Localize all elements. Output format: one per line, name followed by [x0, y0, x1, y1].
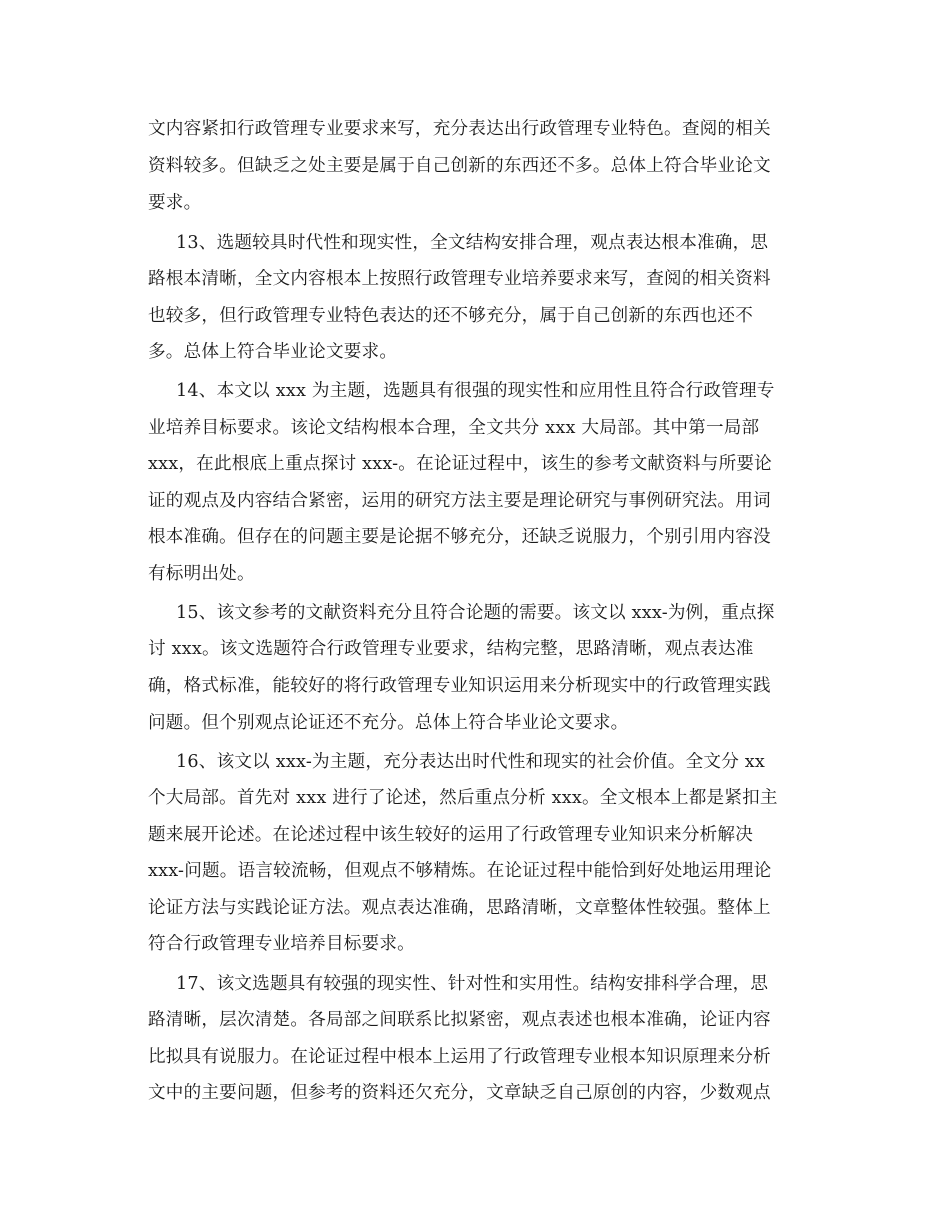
- text-line: 有标明出处。: [148, 564, 255, 584]
- paragraph-15-first-line: 15、该文参考的文献资料充分且符合论题的需要。该文以 xxx-为例，重点探: [176, 603, 775, 623]
- text-line: xxx，在此根底上重点探讨 xxx-。在论证过程中，该生的参考文献资料与所要论: [148, 454, 772, 474]
- text-line: 多。总体上符合毕业论文要求。: [148, 342, 398, 362]
- text-line: 确，格式标准，能较好的将行政管理专业知识运用来分析现实中的行政管理实践: [148, 676, 771, 696]
- text-line: 要求。: [148, 193, 202, 213]
- text-line: 题来展开论述。在论述过程中该生较好的运用了行政管理专业知识来分析解决: [148, 825, 753, 845]
- text-line: 证的观点及内容结合紧密，运用的研究方法主要是理论研究与事例研究法。用词: [148, 491, 771, 511]
- text-line: 也较多，但行政管理专业特色表达的还不够充分，属于自己创新的东西也还不: [148, 306, 753, 326]
- text-line: 问题。但个别观点论证还不充分。总体上符合毕业论文要求。: [148, 713, 629, 733]
- text-line: 文中的主要问题，但参考的资料还欠充分，文章缺乏自己原创的内容，少数观点: [148, 1083, 771, 1103]
- paragraph-16-first-line: 16、该文以 xxx-为主题，充分表达出时代性和现实的社会价值。全文分 xx: [176, 752, 766, 772]
- text-line: 符合行政管理专业培养目标要求。: [148, 934, 415, 954]
- paragraph-17-first-line: 17、该文选题具有较强的现实性、针对性和实用性。结构安排科学合理，思: [176, 974, 769, 994]
- text-line: 个大局部。首先对 xxx 进行了论述，然后重点分析 xxx。全文根本上都是紧扣主: [148, 788, 778, 808]
- text-line: 资料较多。但缺乏之处主要是属于自己创新的东西还不多。总体上符合毕业论文: [148, 156, 771, 176]
- text-line: 文内容紧扣行政管理专业要求来写，充分表达出行政管理专业特色。查阅的相关: [148, 119, 771, 139]
- text-line: 路清晰，层次清楚。各局部之间联系比拟紧密，观点表述也根本准确，论证内容: [148, 1010, 771, 1030]
- text-line: 路根本清晰，全文内容根本上按照行政管理专业培养要求来写，查阅的相关资料: [148, 269, 771, 289]
- paragraph-13-first-line: 13、选题较具时代性和现实性，全文结构安排合理，观点表达根本准确，思: [176, 233, 769, 253]
- text-line: 业培养目标要求。该论文结构根本合理，全文共分 xxx 大局部。其中第一局部: [148, 418, 760, 438]
- paragraph-14-first-line: 14、本文以 xxx 为主题，选题具有很强的现实性和应用性且符合行政管理专: [176, 381, 775, 401]
- text-line: 论证方法与实践论证方法。观点表达准确，思路清晰，文章整体性较强。整体上: [148, 898, 771, 918]
- text-line: 讨 xxx。该文选题符合行政管理专业要求，结构完整，思路清晰，观点表达准: [148, 639, 754, 659]
- text-line: 比拟具有说服力。在论证过程中根本上运用了行政管理专业根本知识原理来分析: [148, 1047, 771, 1067]
- text-line: 根本准确。但存在的问题主要是论据不够充分，还缺乏说服力，个别引用内容没: [148, 527, 771, 547]
- text-line: xxx-问题。语言较流畅，但观点不够精炼。在论证过程中能恰到好处地运用理论: [148, 861, 772, 881]
